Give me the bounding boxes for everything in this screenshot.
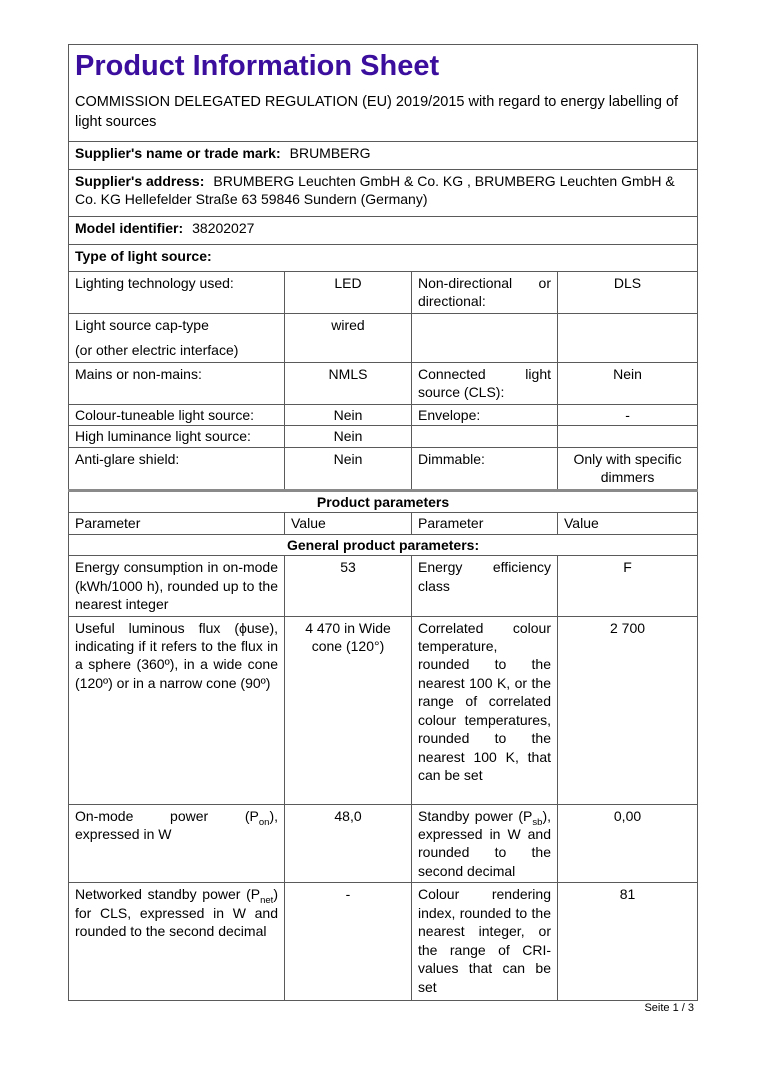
parameter-cell: Connected light source (CLS): — [412, 362, 558, 404]
table-row — [69, 447, 698, 490]
value-cell: 0,00 — [558, 804, 698, 883]
table-row — [69, 616, 698, 804]
column-header: Parameter — [412, 513, 558, 534]
value-cell: F — [558, 556, 698, 616]
title-block — [69, 45, 698, 142]
supplier-address-value: BRUMBERG Leuchten GmbH & Co. KG , BRUMBERG Leuchten GmbH & Co. KG Hellefelder Straße 63 59846 Sundern (Germany) — [75, 173, 675, 208]
parameter-cell: Colour rendering index, rounded to the nearest integer, or the range of CRI-values that can be set — [412, 883, 558, 1001]
model-identifier-row — [69, 217, 698, 245]
value-cell: 2 700 — [558, 616, 698, 804]
parameter-cell: Envelope: — [412, 404, 558, 425]
parameter-cell: Standby power $(P_{sb})$, expressed in W and rounded to the second decimal — [412, 804, 558, 883]
value-cell: DLS — [558, 272, 698, 314]
model-identifier-value: 38202027 — [192, 220, 255, 236]
general-parameters-heading: General product parameters: — [69, 534, 698, 555]
value-cell: 48,0 — [285, 804, 412, 883]
value-cell: Only with specific dimmers — [558, 447, 698, 490]
table-row — [69, 804, 698, 883]
parameter-cell: Anti-glare shield: — [69, 447, 285, 490]
product-parameters-heading: Product parameters — [69, 490, 698, 512]
cap-type-line1: Light source cap-type — [75, 316, 209, 333]
parameter-cell: Useful luminous flux (ϕuse), indicating if it refers to the flux in a sphere (360º), in a wide cone (120º) or in a narrow cone (90º) — [69, 616, 285, 804]
subscript: on — [258, 816, 270, 828]
parameter-cell: Dimmable: — [412, 447, 558, 490]
parameter-cell: High luminance light source: — [69, 426, 285, 447]
table-row — [69, 313, 698, 362]
supplier-name-row — [69, 142, 698, 170]
parameter-cell: On-mode power $(P_{on})$, expressed in W — [69, 804, 285, 883]
supplier-address-row — [69, 170, 698, 217]
subscript: net — [260, 895, 274, 907]
value-cell — [558, 313, 698, 362]
page-title: Product Information Sheet — [75, 50, 440, 82]
table-row — [69, 362, 698, 404]
value-cell — [558, 426, 698, 447]
supplier-address-label: Supplier's address: — [75, 173, 205, 189]
value-cell: - — [558, 404, 698, 425]
parameter-cell — [69, 313, 285, 362]
parameter-cell: Mains or non-mains: — [69, 362, 285, 404]
page-number: Seite 1 / 3 — [644, 1002, 694, 1014]
value-cell: 81 — [558, 883, 698, 1001]
subscript: sb — [532, 816, 543, 828]
value-cell: wired — [285, 313, 412, 362]
parameter-cell: Networked standby power $(P_{net})$ for CLS, expressed in W and rounded to the second decimal — [69, 883, 285, 1001]
supplier-name-label: Supplier's name or trade mark: — [75, 145, 281, 161]
table-row — [69, 426, 698, 447]
value-cell: Nein — [285, 426, 412, 447]
table-row — [69, 404, 698, 425]
table-row — [69, 883, 698, 1001]
value-cell: - — [285, 883, 412, 1001]
parameter-cell: Colour-tuneable light source: — [69, 404, 285, 425]
value-cell: NMLS — [285, 362, 412, 404]
parameter-cell: Correlated colour temperature, rounded to the nearest 100 K, or the range of correlated colour temperatures, rounded to the nearest 100 K, that can be set — [412, 616, 558, 804]
value-cell: 4 470 in Wide cone (120°) — [285, 616, 412, 804]
value-cell: LED — [285, 272, 412, 314]
type-of-light-source-heading: Type of light source: — [69, 245, 698, 272]
product-info-table — [68, 44, 698, 1001]
value-cell: Nein — [558, 362, 698, 404]
parameter-cell: Non-directional or directional: — [412, 272, 558, 314]
value-cell: Nein — [285, 404, 412, 425]
parameter-cell: Energy consumption in on-mode (kWh/1000 h), rounded up to the nearest integer — [69, 556, 285, 616]
column-header-row — [69, 513, 698, 534]
value-cell: 53 — [285, 556, 412, 616]
value-cell: Nein — [285, 447, 412, 490]
column-header: Value — [285, 513, 412, 534]
cap-type-line2: (or other electric interface) — [75, 342, 239, 359]
model-identifier-label: Model identifier: — [75, 220, 184, 236]
parameter-cell: Energy efficiency class — [412, 556, 558, 616]
table-row — [69, 556, 698, 616]
regulation-subtitle: COMMISSION DELEGATED REGULATION (EU) 2019/2015 with regard to energy labelling of light sources — [75, 93, 679, 130]
column-header: Parameter — [69, 513, 285, 534]
supplier-name-value: BRUMBERG — [289, 145, 371, 161]
table-row — [69, 272, 698, 314]
parameter-cell — [412, 313, 558, 362]
column-header: Value — [558, 513, 698, 534]
parameter-cell — [412, 426, 558, 447]
parameter-cell: Lighting technology used: — [69, 272, 285, 314]
